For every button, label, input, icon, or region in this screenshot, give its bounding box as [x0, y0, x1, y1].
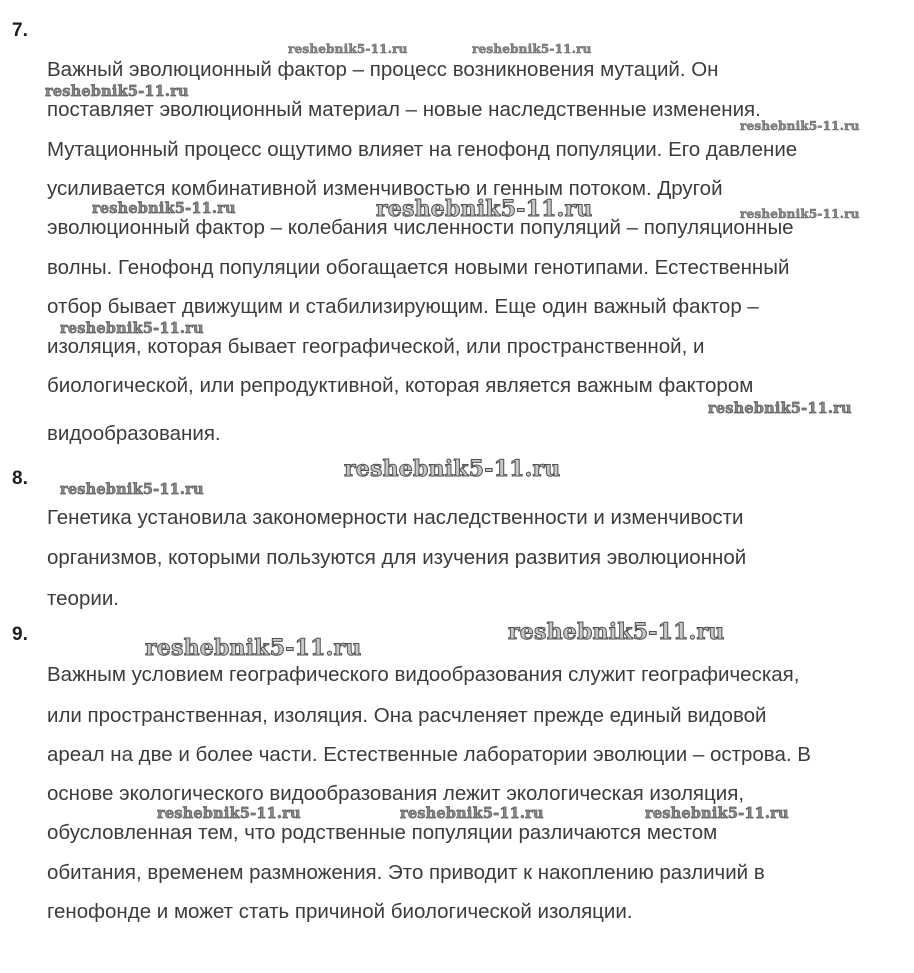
section-7-line-3: Мутационный процесс ощутимо влияет на генофонд популяции. Его давление: [47, 138, 798, 161]
watermark: reshebnik5-11.ru: [740, 119, 860, 133]
section-9-line-3: ареал на две и более части. Естественные лаборатории эволюции – острова. В: [47, 743, 811, 766]
watermark: reshebnik5-11.ru: [288, 42, 408, 56]
section-9-line-4: основе экологического видообразования лежит экологическая изоляция,: [47, 782, 745, 805]
watermark: reshebnik5-11.ru: [472, 42, 592, 56]
section-7-line-6: волны. Генофонд популяции обогащается новыми генотипами. Естественный: [47, 256, 790, 279]
section-7-line-2: поставляет эволюционный материал – новые наследственные изменения.: [47, 98, 761, 121]
watermark: reshebnik5-11.ru: [508, 619, 725, 645]
section-7-line-7: отбор бывает движущим и стабилизирующим. Еще один важный фактор –: [47, 295, 759, 318]
section-8-line-2: организмов, которыми пользуются для изучения развития эволюционной: [47, 546, 747, 569]
watermark: reshebnik5-11.ru: [92, 200, 236, 217]
watermark: reshebnik5-11.ru: [60, 481, 204, 498]
section-9-line-2: или пространственная, изоляция. Она расчленяет прежде единый видовой: [47, 704, 767, 727]
watermark: reshebnik5-11.ru: [145, 635, 362, 661]
section-7-line-1: Важный эволюционный фактор – процесс возникновения мутаций. Он: [47, 58, 719, 81]
section-9-line-6: обитания, временем размножения. Это приводит к накоплению различий в: [47, 861, 765, 884]
watermark: reshebnik5-11.ru: [740, 207, 860, 221]
watermark: reshebnik5-11.ru: [45, 83, 189, 100]
section-7-line-5: эволюционный фактор – колебания численности популяций – популяционные: [47, 216, 794, 239]
section-8-line-1: Генетика установила закономерности наследственности и изменчивости: [47, 506, 744, 529]
watermark: reshebnik5-11.ru: [645, 805, 789, 822]
watermark: reshebnik5-11.ru: [708, 400, 852, 417]
section-9-line-7: генофонде и может стать причиной биологической изоляции.: [47, 900, 633, 923]
section-number-9: 9.: [12, 624, 28, 645]
section-number-8: 8.: [12, 468, 28, 489]
section-7-line-4: усиливается комбинативной изменчивостью и генным потоком. Другой: [47, 177, 723, 200]
watermark: reshebnik5-11.ru: [344, 456, 561, 482]
section-9-line-5: обусловленная тем, что родственные популяции различаются местом: [47, 821, 718, 844]
section-7-line-8: изоляция, которая бывает географической, или пространственной, и: [47, 335, 705, 358]
section-8-line-3: теории.: [47, 587, 119, 610]
section-number-7: 7.: [12, 20, 28, 41]
watermark: reshebnik5-11.ru: [60, 320, 204, 337]
watermark: reshebnik5-11.ru: [376, 196, 593, 222]
watermark: reshebnik5-11.ru: [157, 805, 301, 822]
section-7-line-10: видообразования.: [47, 422, 221, 445]
section-7-line-9: биологической, или репродуктивной, которая является важным фактором: [47, 374, 754, 397]
watermark: reshebnik5-11.ru: [400, 805, 544, 822]
section-9-line-1: Важным условием географического видообразования служит географическая,: [47, 663, 800, 686]
